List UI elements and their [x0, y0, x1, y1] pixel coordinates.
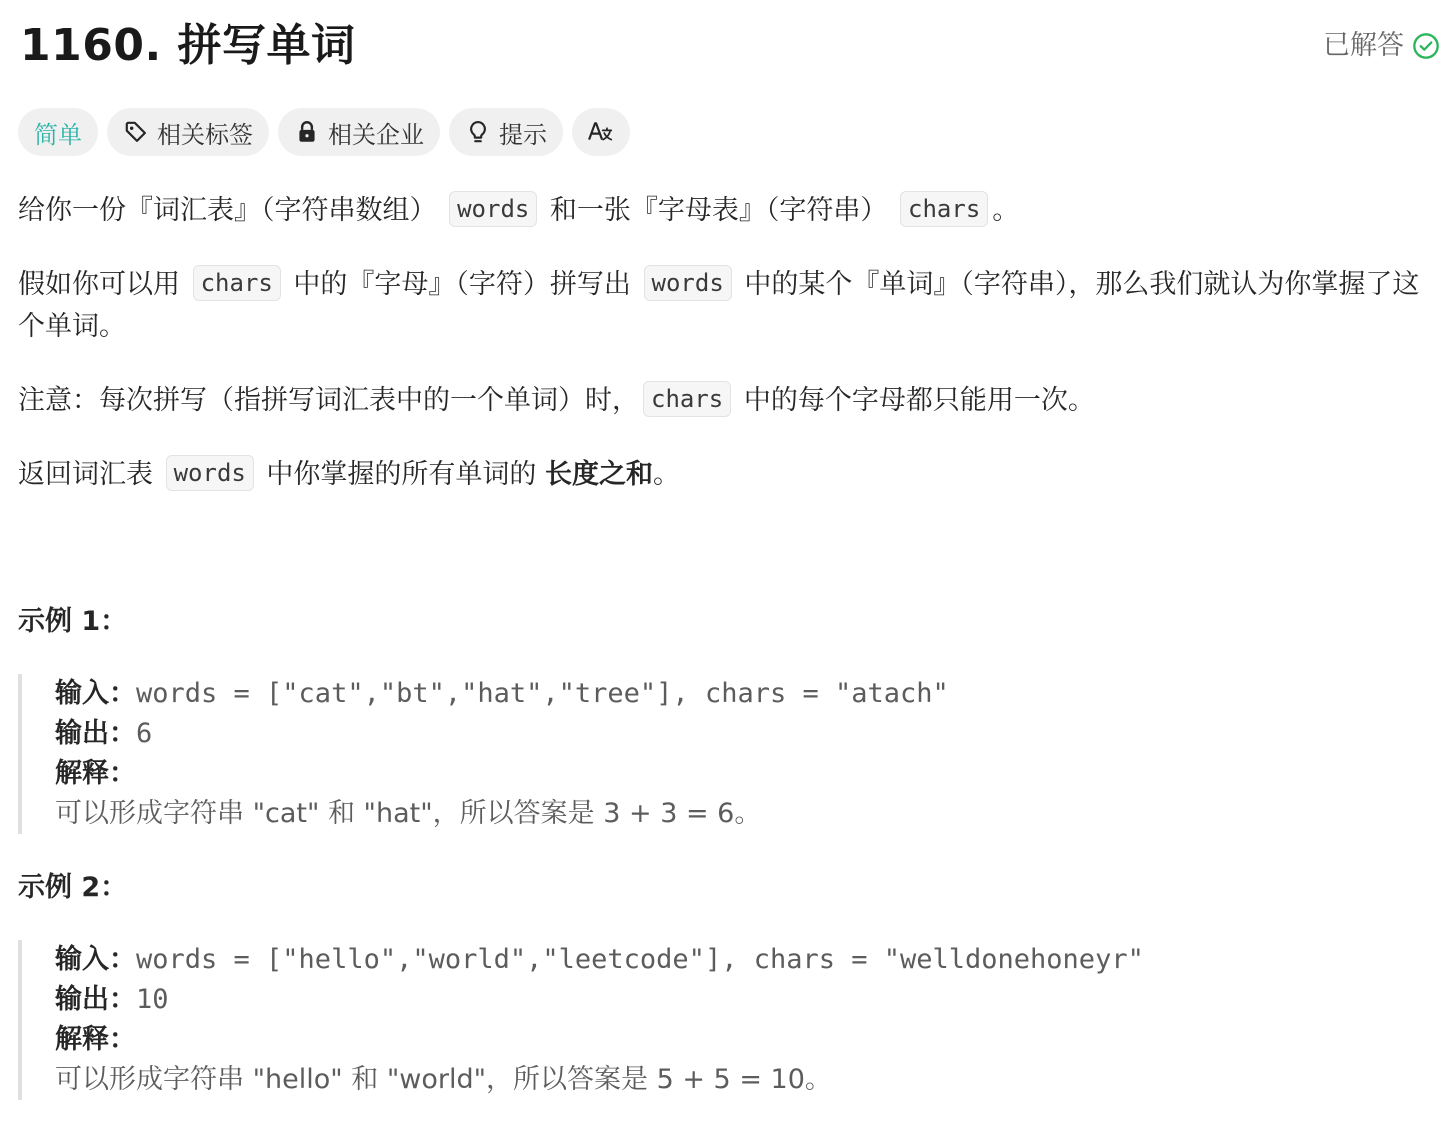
- description-text: 给你一份『词汇表』（字符串数组）: [18, 195, 446, 226]
- solved-status: [1323, 26, 1440, 66]
- example-2-title: 示例 2：: [18, 872, 128, 903]
- example-2-input: [55, 940, 1218, 980]
- description-text: 中的每个字母都只能用一次。: [735, 385, 1095, 416]
- description-text: 注意：每次拼写（指拼写词汇表中的一个单词）时，: [18, 385, 639, 416]
- example-2-output: [55, 980, 1218, 1020]
- problem-header: [20, 18, 1440, 74]
- tag-icon: [123, 119, 149, 145]
- emphasis-text: 长度之和: [545, 459, 654, 490]
- example-1-output: [55, 714, 1218, 754]
- description-text: 假如你可以用: [18, 269, 189, 300]
- output-label: 输出：: [55, 984, 136, 1015]
- inline-code: words: [166, 455, 254, 491]
- translate-icon: [586, 119, 616, 145]
- inline-code: chars: [900, 191, 988, 227]
- explain-label: 解释：: [55, 758, 136, 789]
- example-1-explain-label: [55, 754, 1218, 794]
- lock-icon: [294, 119, 320, 145]
- related-tags-label: 相关标签: [157, 120, 253, 149]
- inline-code: words: [644, 265, 732, 301]
- output-label: 输出：: [55, 718, 136, 749]
- description-paragraph-1: [18, 190, 1440, 232]
- example-1-input: [55, 674, 1218, 714]
- input-value: words = ["hello","world","leetcode"], chars = "welldonehoneyr": [136, 944, 1144, 975]
- related-tags-button[interactable]: [107, 108, 269, 156]
- output-value: 10: [136, 984, 169, 1015]
- check-circle-icon: [1412, 32, 1440, 60]
- input-label: 输入：: [55, 944, 136, 975]
- description-text: 和一张『字母表』（字符串）: [541, 195, 897, 226]
- output-value: 6: [136, 718, 153, 749]
- inline-code: words: [449, 191, 537, 227]
- inline-code: chars: [193, 265, 281, 301]
- input-value: words = ["cat","bt","hat","tree"], chars = "atach": [136, 678, 949, 709]
- input-label: 输入：: [55, 678, 136, 709]
- hint-button[interactable]: [449, 108, 563, 156]
- hint-label: 提示: [499, 120, 547, 149]
- description-text: 中的『字母』（字符）拼写出: [284, 269, 640, 300]
- problem-title: 1160. 拼写单词: [20, 20, 356, 71]
- tag-bar: [18, 108, 630, 156]
- difficulty-label: 简单: [34, 120, 82, 149]
- example-1-block: [18, 674, 1218, 834]
- example-2-explain-label: [55, 1020, 1218, 1060]
- inline-code: chars: [643, 381, 731, 417]
- description-text: 。: [653, 459, 681, 490]
- related-companies-label: 相关企业: [328, 120, 424, 149]
- description-text: 中的某个『单词』（字符串），那么我们就认为你掌握了这个单词。: [18, 269, 1420, 342]
- related-companies-button[interactable]: [278, 108, 440, 156]
- difficulty-badge[interactable]: [18, 108, 98, 156]
- description-paragraph-3: [18, 380, 1440, 422]
- description-paragraph-2: [18, 264, 1440, 348]
- example-1-title: 示例 1：: [18, 606, 128, 637]
- example-2-explanation: 可以形成字符串 "hello" 和 "world"，所以答案是 5 + 5 = 10。: [55, 1064, 832, 1095]
- explain-label: 解释：: [55, 1024, 136, 1055]
- description-paragraph-4: [18, 454, 1440, 496]
- description-text: 。: [992, 195, 1020, 226]
- description-text: 返回词汇表: [18, 459, 162, 490]
- solved-status-label: 已解答: [1323, 30, 1404, 61]
- example-2-block: [18, 940, 1218, 1100]
- description-text: 中你掌握的所有单词的: [257, 459, 546, 490]
- example-1-explanation: 可以形成字符串 "cat" 和 "hat"，所以答案是 3 + 3 = 6。: [55, 798, 762, 829]
- translate-button[interactable]: [572, 108, 630, 156]
- lightbulb-icon: [465, 119, 491, 145]
